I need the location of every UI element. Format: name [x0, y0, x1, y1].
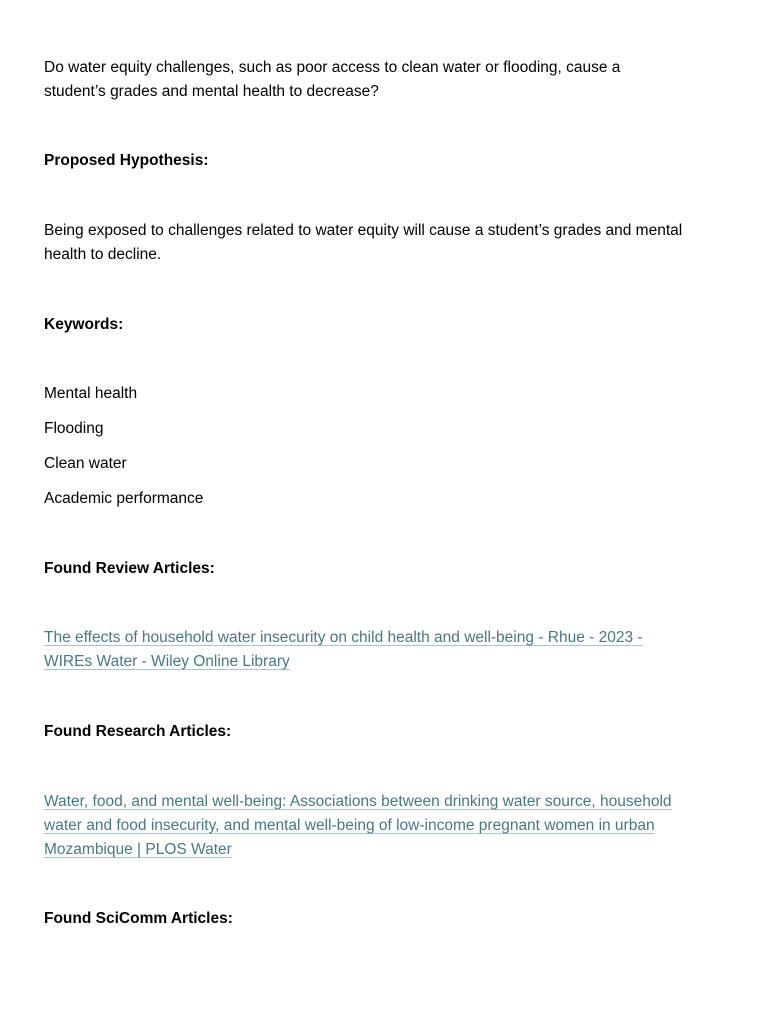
keyword-item: Clean water [44, 455, 127, 472]
hypothesis-heading: Proposed Hypothesis: [44, 152, 209, 169]
scicomm-articles-heading: Found SciComm Articles: [44, 910, 233, 927]
research-article-link[interactable]: Water, food, and mental well-being: Associations between drinking water source, household water and food insecurity, and mental well-being of low-income pregnant women in urban Mozambique | PLOS Water [44, 793, 672, 858]
research-question: Do water equity challenges, such as poor access to clean water or flooding, cause a student’s grades and mental health to decrease? [44, 59, 621, 100]
keyword-item: Mental health [44, 385, 138, 402]
keywords-heading: Keywords: [44, 316, 124, 333]
review-articles-heading: Found Review Articles: [44, 560, 215, 577]
keyword-item: Flooding [44, 420, 104, 437]
review-article-link[interactable]: The effects of household water insecurity on child health and well-being - Rhue - 2023 - WIREs Water - Wiley Online Library [44, 629, 643, 670]
keyword-item: Academic performance [44, 490, 204, 507]
hypothesis-text: Being exposed to challenges related to water equity will cause a student’s grades and mental health to decline. [44, 222, 683, 263]
research-articles-heading: Found Research Articles: [44, 723, 232, 740]
